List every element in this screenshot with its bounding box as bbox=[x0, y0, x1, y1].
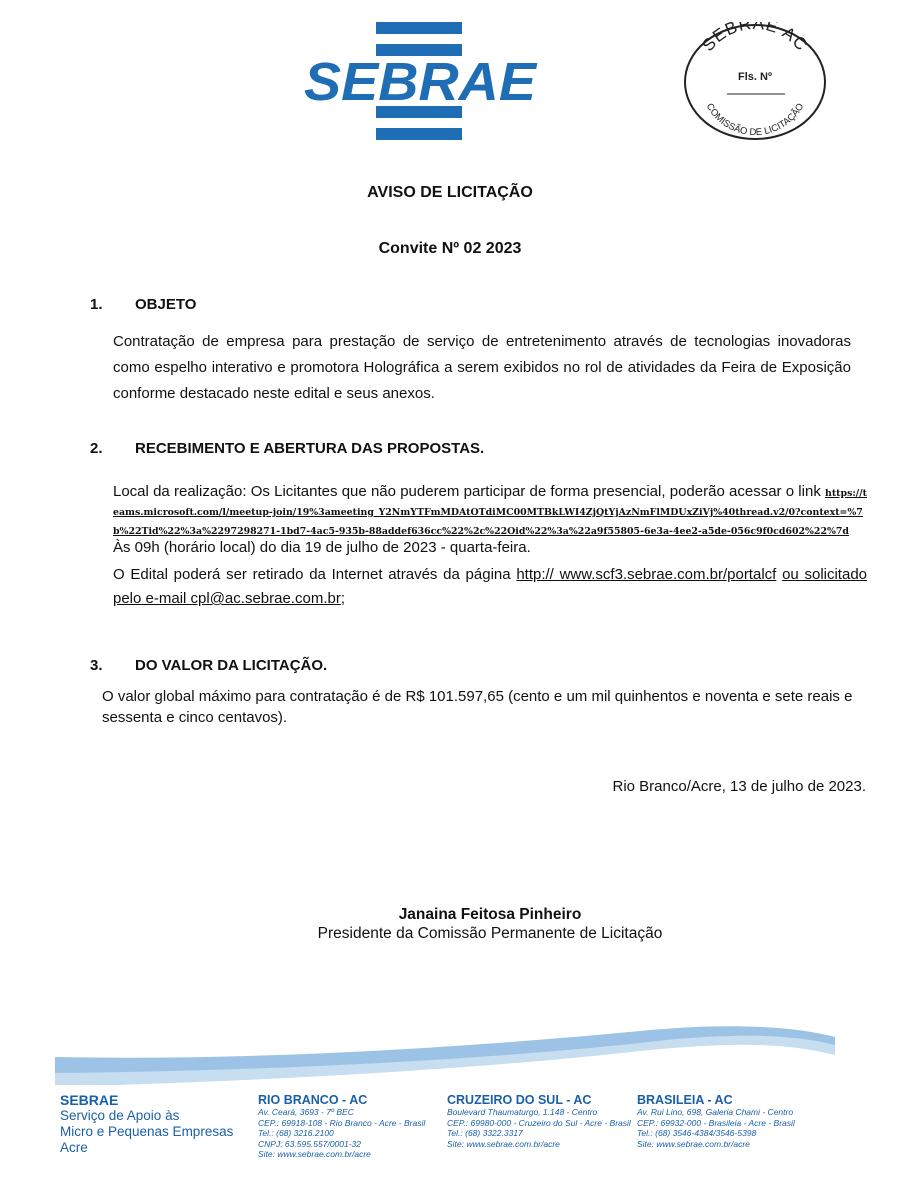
section-2-time-text: Às 09h (horário local) do dia 19 de julho de 2023 - quarta-feira. bbox=[113, 539, 531, 556]
footer-org-line: Micro e Pequenas Empresas bbox=[60, 1124, 234, 1139]
office-name: BRASILEIA - AC bbox=[637, 1093, 733, 1107]
place-date: Rio Branco/Acre, 13 de julho de 2023. bbox=[612, 778, 866, 795]
section-2-title: RECEBIMENTO E ABERTURA DAS PROPOSTAS. bbox=[135, 440, 485, 457]
section-3-number: 3. bbox=[90, 657, 103, 674]
footer-office-cruzeiro bbox=[447, 1093, 635, 1149]
office-name: CRUZEIRO DO SUL - AC bbox=[447, 1093, 592, 1107]
stamp-top-text: SEBRAE AC bbox=[698, 22, 812, 55]
stamp-bottom-text: COMISSÃO DE LICITAÇÃO bbox=[703, 101, 807, 139]
portal-link[interactable]: http:// www.scf3.sebrae.com.br/portalcf bbox=[516, 566, 777, 583]
office-line: CEP.: 69980-000 - Cruzeiro do Sul - Acre - Brasil bbox=[447, 1117, 631, 1128]
section-2-number: 2. bbox=[90, 440, 103, 457]
footer-org bbox=[60, 1092, 233, 1156]
stamp-middle-text: Fls. Nº bbox=[738, 71, 772, 83]
email-link[interactable]: ou solicitado pelo e-mail cpl@ac.sebrae.com.br bbox=[113, 566, 868, 607]
office-line: CEP.: 69932-000 - Brasileia - Acre - Brasil bbox=[637, 1117, 795, 1128]
footer-office-rio-branco bbox=[258, 1093, 444, 1160]
office-line: Av. Ceará, 3693 - 7º BEC bbox=[258, 1107, 354, 1117]
svg-text:COMISSÃO DE LICITAÇÃO bbox=[704, 101, 807, 138]
committee-stamp bbox=[682, 22, 828, 142]
office-name: RIO BRANCO - AC bbox=[258, 1093, 368, 1107]
footer-wave bbox=[0, 1015, 900, 1085]
signatory-name: Janaina Feitosa Pinheiro bbox=[398, 906, 582, 923]
footer-org-line: Acre bbox=[60, 1140, 88, 1155]
office-line: Av. Rui Lino, 698, Galeria Chami - Centro bbox=[637, 1107, 794, 1117]
office-line: Boulevard Thaumaturgo, 1.148 - Centro bbox=[447, 1107, 598, 1117]
section-2-body bbox=[113, 482, 867, 611]
section-2-edital-text: O Edital poderá ser retirado da Internet através da página bbox=[113, 566, 511, 583]
section-2-edital-end: ; bbox=[340, 590, 345, 607]
section-3-text: O valor global máximo para contratação é de R$ 101.597,65 (cento e um mil quinhentos e noventa e sete reais e sessenta e cinco centavos). bbox=[102, 688, 853, 726]
office-line: Tel.: (68) 3216.2100 bbox=[258, 1128, 334, 1138]
document-subtitle: Convite Nº 02 2023 bbox=[378, 240, 522, 257]
section-3-title: DO VALOR DA LICITAÇÃO. bbox=[135, 657, 328, 674]
svg-text:SEBRAE AC bbox=[698, 22, 811, 55]
office-line: CNPJ: 63.595.557/0001-32 bbox=[258, 1138, 362, 1149]
logo-text: SEBRAE bbox=[304, 52, 539, 112]
footer-office-brasileia bbox=[637, 1093, 827, 1149]
office-line: Tel.: (68) 3322.3317 bbox=[447, 1128, 523, 1138]
office-line: CEP.: 69918-108 - Rio Branco - Acre - Brasil bbox=[258, 1117, 426, 1128]
office-line: Site: www.sebrae.com.br/acre bbox=[447, 1138, 560, 1149]
signatory-role: Presidente da Comissão Permanente de Licitação bbox=[317, 925, 663, 942]
sebrae-logo bbox=[300, 22, 540, 142]
section-2-location-text: Local da realização: Os Licitantes que não puderem participar de forma presencial, poderão acessar o link bbox=[113, 483, 821, 500]
teams-meeting-link[interactable]: https://teams.microsoft.com/l/meetup-join/19%3ameeting_Y2NmYTFmMDAtOTdiMC00MTBkLWI4ZjQtYjAzNmFlMDUxZiVj%40thread.v2/0?context=%7b%22Tid%22%3a%2297298271-1bd7-4ac5-935b-88addef636cc%22%2c%22Oid%22%3a%22a9f55805-6e3a-4ee2-a5de-056c9f0cd602%22%7d bbox=[113, 488, 867, 537]
section-1-number: 1. bbox=[90, 296, 103, 313]
document-title: AVISO DE LICITAÇÃO bbox=[367, 184, 533, 201]
section-1-title: OBJETO bbox=[135, 296, 197, 313]
section-1-text: Contratação de empresa para prestação de serviço de entretenimento através de tecnologias inovadoras como espelho interativo e promotora Holográfica a serem exibidos no rol de atividades da Feira de Exposição conforme destacado neste edital e seus anexos. bbox=[113, 333, 851, 402]
footer-org-line: Serviço de Apoio às bbox=[60, 1108, 180, 1123]
office-line: Site: www.sebrae.com.br/acre bbox=[258, 1149, 371, 1159]
footer-org-name: SEBRAE bbox=[60, 1092, 119, 1108]
office-line: Tel.: (68) 3546-4384/3546-5398 bbox=[637, 1128, 757, 1138]
office-line: Site: www.sebrae.com.br/acre bbox=[637, 1138, 750, 1149]
